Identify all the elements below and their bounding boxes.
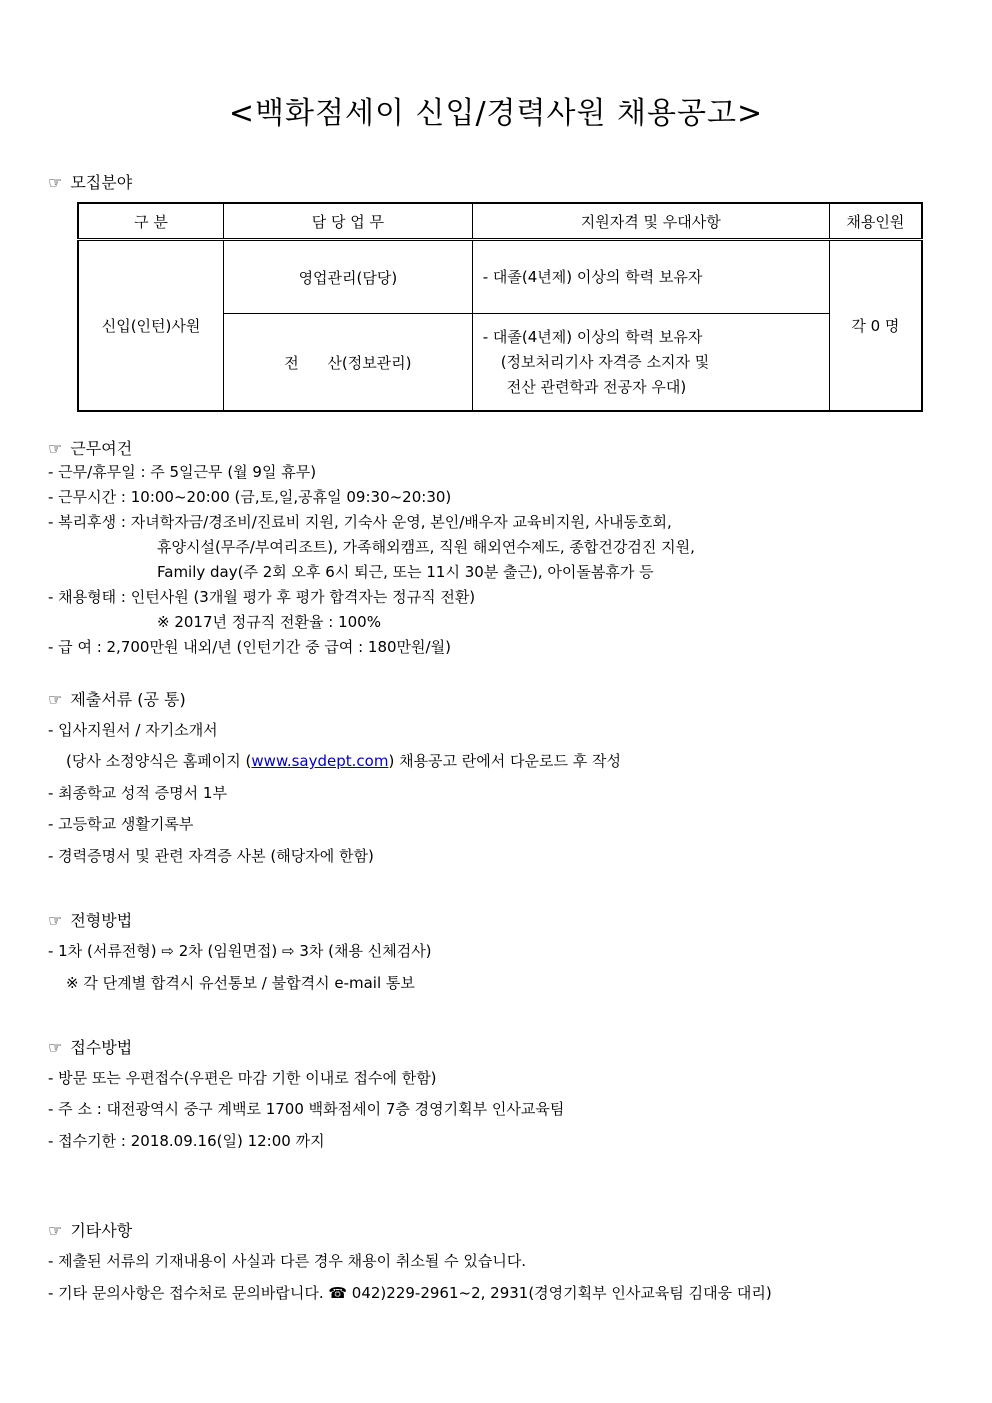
section-application bbox=[48, 1035, 132, 1058]
condition-line: - 근무시간 : 10:00~20:00 (금,토,일,공휴일 09:30~20:30) bbox=[48, 488, 452, 506]
qualification-line: - 대졸(4년제) 이상의 학력 보유자 bbox=[482, 267, 703, 286]
qualification-cell bbox=[472, 240, 829, 314]
selection-steps: - 1차 (서류전형) ⇨ 2차 (임원면접) ⇨ 3차 (채용 신체검사) bbox=[48, 942, 432, 960]
document-note bbox=[66, 750, 621, 771]
page-title: <백화점세이 신입/경력사원 채용공고> bbox=[228, 96, 764, 131]
section-title: 전형방법 bbox=[70, 911, 133, 930]
pointing-hand-icon: ☞ bbox=[48, 690, 63, 709]
section-title: 제출서류 (공 통) bbox=[70, 690, 186, 709]
pointing-hand-icon: ☞ bbox=[48, 1221, 63, 1240]
application-deadline: - 접수기한 : 2018.09.16(일) 12:00 까지 bbox=[48, 1132, 325, 1150]
condition-line: 휴양시설(무주/부여리조트), 가족해외캠프, 직원 해외연수제도, 종합건강검진 지원, bbox=[157, 538, 695, 556]
etc-line: - 제출된 서류의 기재내용이 사실과 다른 경우 채용이 취소될 수 있습니다. bbox=[48, 1252, 527, 1270]
section-etc bbox=[48, 1218, 132, 1241]
pointing-hand-icon: ☞ bbox=[48, 173, 63, 192]
application-method: - 방문 또는 우편접수(우편은 마감 기한 이내로 접수에 한함) bbox=[48, 1069, 437, 1087]
table-header: 채용인원 bbox=[829, 203, 922, 240]
document-item: - 입사지원서 / 자기소개서 bbox=[48, 721, 218, 739]
condition-line: ※ 2017년 정규직 전환율 : 100% bbox=[157, 613, 381, 631]
table-header: 지원자격 및 우대사항 bbox=[472, 203, 829, 240]
section-recruit-field bbox=[48, 170, 132, 193]
duty-cell: 영업관리(담당) bbox=[224, 240, 473, 314]
section-title: 모집분야 bbox=[70, 173, 133, 192]
qualification-cell bbox=[472, 314, 829, 412]
condition-line: Family day(주 2회 오후 6시 퇴근, 또는 11시 30분 출근), 아이돌봄휴가 등 bbox=[157, 563, 654, 581]
pointing-hand-icon: ☞ bbox=[48, 1038, 63, 1057]
etc-line: - 기타 문의사항은 접수처로 문의바랍니다. ☎ 042)229-2961~2, 2931(경영기획부 인사교육팀 김대웅 대리) bbox=[48, 1284, 772, 1302]
section-title: 기타사항 bbox=[70, 1221, 133, 1240]
condition-line: - 급 여 : 2,700만원 내외/년 (인턴기간 중 급여 : 180만원/월) bbox=[48, 638, 451, 656]
document-item: - 최종학교 성적 증명서 1부 bbox=[48, 784, 227, 802]
recruit-table bbox=[77, 202, 923, 412]
headcount-cell: 각 0 명 bbox=[829, 240, 922, 412]
table-header: 구 분 bbox=[78, 203, 224, 240]
document-item: - 고등학교 생활기록부 bbox=[48, 815, 194, 833]
pointing-hand-icon: ☞ bbox=[48, 439, 63, 458]
qualification-line: 전산 관련학과 전공자 우대) bbox=[506, 377, 687, 396]
section-documents bbox=[48, 687, 186, 710]
section-title: 접수방법 bbox=[70, 1038, 133, 1057]
section-conditions bbox=[48, 436, 132, 459]
section-title: 근무여건 bbox=[70, 439, 133, 458]
category-cell: 신입(인턴)사원 bbox=[78, 240, 224, 412]
duty-cell: 전 산(정보관리) bbox=[224, 314, 473, 412]
condition-line: - 복리후생 : 자녀학자금/경조비/진료비 지원, 기숙사 운영, 본인/배우자 교육비지원, 사내동호회, bbox=[48, 513, 672, 531]
condition-line: - 근무/휴무일 : 주 5일근무 (월 9일 휴무) bbox=[48, 463, 317, 481]
selection-note: ※ 각 단계별 합격시 유선통보 / 불합격시 e-mail 통보 bbox=[66, 974, 415, 992]
homepage-link[interactable]: www.saydept.com bbox=[251, 752, 389, 770]
qualification-line: - 대졸(4년제) 이상의 학력 보유자 bbox=[482, 327, 703, 346]
note-text: (당사 소정양식은 홈페이지 ( bbox=[66, 752, 252, 770]
pointing-hand-icon: ☞ bbox=[48, 911, 63, 930]
document-item: - 경력증명서 및 관련 자격증 사본 (해당자에 한함) bbox=[48, 847, 374, 865]
table-header: 담 당 업 무 bbox=[224, 203, 473, 240]
section-selection bbox=[48, 908, 132, 931]
note-text: ) 채용공고 란에서 다운로드 후 작성 bbox=[388, 752, 622, 770]
application-address: - 주 소 : 대전광역시 중구 계백로 1700 백화점세이 7층 경영기획부 인사교육팀 bbox=[48, 1100, 565, 1118]
condition-line: - 채용형태 : 인턴사원 (3개월 평가 후 평가 합격자는 정규직 전환) bbox=[48, 588, 476, 606]
qualification-line: (정보처리기사 자격증 소지자 및 bbox=[500, 352, 710, 371]
